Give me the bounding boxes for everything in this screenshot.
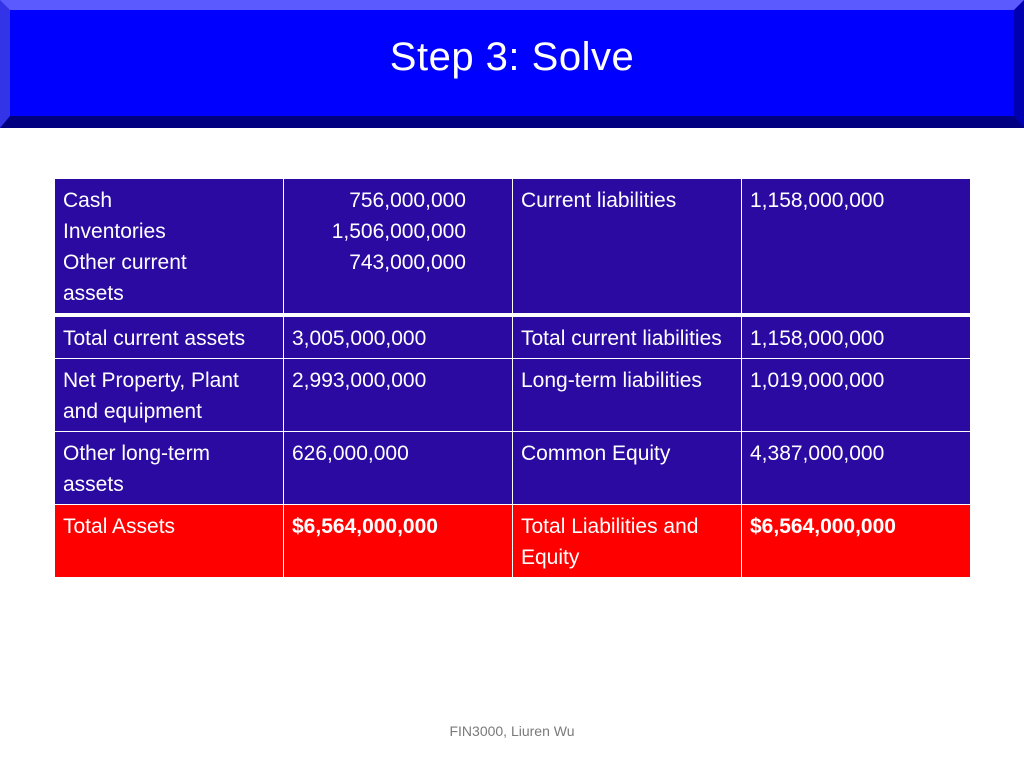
- cash-label: Cash: [63, 189, 113, 212]
- common-equity-value: 4,387,000,000: [742, 432, 971, 505]
- other-current-assets-label: assets: [63, 282, 124, 305]
- title-banner: [0, 0, 1024, 128]
- total-liabilities-equity-label: Total Liabilities and Equity: [513, 505, 742, 578]
- table-row: [55, 359, 971, 432]
- inventories-label: Inventories: [63, 220, 166, 243]
- other-current-label: Other current: [63, 251, 187, 274]
- total-current-assets-value: 3,005,000,000: [284, 315, 513, 359]
- net-ppe-value: 2,993,000,000: [284, 359, 513, 432]
- common-equity-label: Common Equity: [513, 432, 742, 505]
- total-liabilities-equity-value: $6,564,000,000: [742, 505, 971, 578]
- total-assets-label: Total Assets: [55, 505, 284, 578]
- total-current-assets-label: Total current assets: [55, 315, 284, 359]
- total-current-liabilities-value: 1,158,000,000: [742, 315, 971, 359]
- other-long-term-assets-label: Other long-term assets: [55, 432, 284, 505]
- total-current-liabilities-label: Total current liabilities: [513, 315, 742, 359]
- slide-footer: FIN3000, Liuren Wu: [449, 723, 575, 739]
- slide-title: Step 3: Solve: [389, 34, 635, 79]
- total-row: [55, 505, 971, 578]
- current-asset-values-cell: [284, 179, 513, 316]
- current-liabilities-value: 1,158,000,000: [742, 179, 971, 316]
- cash-value: 756,000,000: [349, 189, 466, 212]
- other-long-term-assets-value: 626,000,000: [284, 432, 513, 505]
- table-row: [55, 315, 971, 359]
- current-asset-labels-cell: [55, 179, 284, 316]
- long-term-liabilities-value: 1,019,000,000: [742, 359, 971, 432]
- long-term-liabilities-label: Long-term liabilities: [513, 359, 742, 432]
- balance-sheet-table: [54, 178, 971, 578]
- current-liabilities-label: Current liabilities: [513, 179, 742, 316]
- other-current-assets-value: 743,000,000: [349, 251, 466, 274]
- inventories-value: 1,506,000,000: [331, 220, 466, 243]
- total-assets-value: $6,564,000,000: [284, 505, 513, 578]
- table-row: [55, 179, 971, 316]
- net-ppe-label: Net Property, Plant and equipment: [55, 359, 284, 432]
- table-row: [55, 432, 971, 505]
